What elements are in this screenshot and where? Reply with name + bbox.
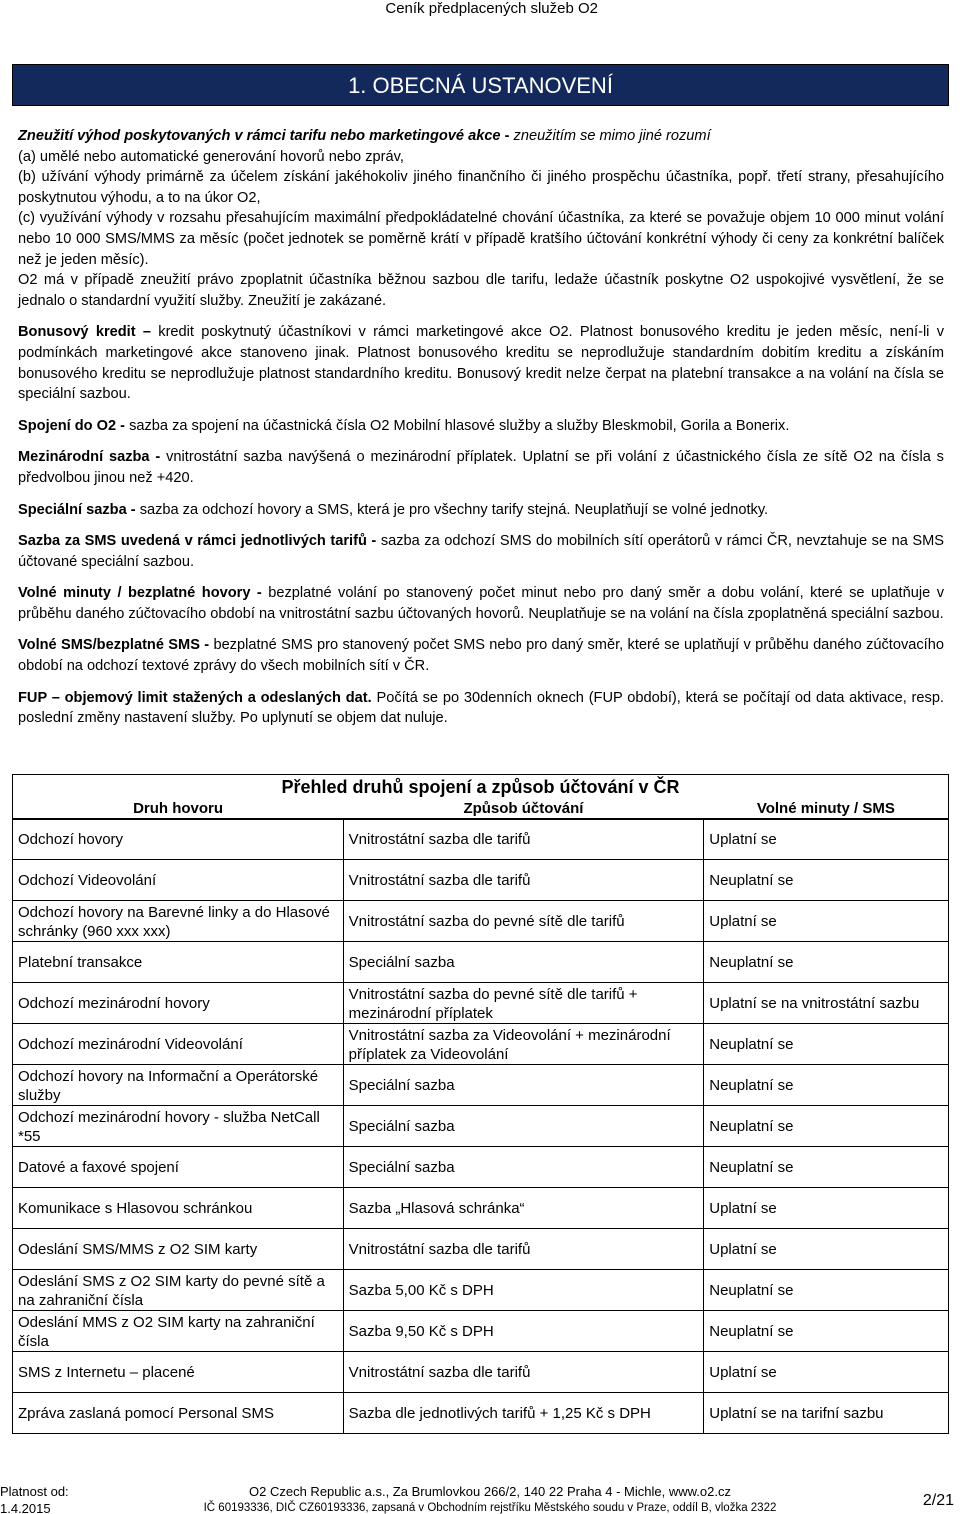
free-units-cell: Uplatní se na tarifní sazbu [704,1393,949,1434]
freesms-text: bezplatné SMS pro stanovený počet SMS nebo pro daný směr, které se uplatňují v průběhu daného zúčtovacího období na odchozí textové zprávy do všech mobilních sítí v ČR. [18,637,944,675]
free-units-cell: Uplatní se [704,1188,949,1229]
call-type-cell: Odchozí hovory [13,819,344,860]
bonus-paragraph [18,322,944,404]
intl-sep: - [149,449,167,466]
free-units-cell: Neuplatní se [704,1065,949,1106]
footer-validity [0,1483,69,1514]
billing-table [12,774,949,1434]
abuse-term: Zneužití výhod poskytovaných v rámci tarifu nebo marketingové akce [18,128,501,144]
sms-sep: - [366,533,381,550]
bonus-term: Bonusový kredit [18,324,136,341]
table-row [13,1229,949,1270]
billing-cell: Speciální sazba [343,1106,704,1147]
table-row [13,1188,949,1229]
column-header-free-units: Volné minuty / SMS [704,799,949,819]
abuse-dash: - [500,128,514,144]
call-type-cell: Odchozí mezinárodní hovory [13,983,344,1024]
freemin-text: bezplatné volání po stanovený počet minut nebo pro daný směr a dobu volání, které se uplatňuje v průběhu daného zúčtovacího období na vnitrostátní sazbu účtovaných hovorů. Neuplatňuje se na volání na čísla zpoplatněná speciální sazbou. [18,585,944,622]
abuse-paragraph [18,126,944,311]
column-header-call-type: Druh hovoru [13,799,344,819]
call-type-cell: Komunikace s Hlasovou schránkou [13,1188,344,1229]
billing-cell: Vnitrostátní sazba do pevné sítě dle tarifů [343,901,704,942]
billing-cell: Sazba 5,00 Kč s DPH [343,1270,704,1311]
call-type-cell: SMS z Internetu – placené [13,1352,344,1393]
freesms-paragraph [18,635,944,676]
billing-cell: Sazba dle jednotlivých tarifů + 1,25 Kč s DPH [343,1393,704,1434]
table-row [13,942,949,983]
table-row [13,1352,949,1393]
call-type-cell: Odchozí hovory na Informační a Operátorské služby [13,1065,344,1106]
sms-term: Sazba za SMS uvedená v rámci jednotlivých tarifů [18,533,367,550]
abuse-lead: zneužitím se mimo jiné rozumí [513,128,711,144]
special-term: Speciální sazba [18,501,127,518]
special-text: sazba za odchozí hovory a SMS, která je pro všechny tarify stejná. Neuplatňují se volné jednotky. [139,501,769,518]
validity-label: Platnost od: [0,1484,69,1499]
billing-cell: Speciální sazba [343,1147,704,1188]
bonus-sep: – [135,324,159,341]
validity-date: 1.4.2015 [0,1501,51,1514]
column-header-billing: Způsob účtování [343,799,704,819]
abuse-item-c: (c) využívání výhody v rozsahu přesahujícím maximální předpokládatelné chování účastníka, za které se považuje objem 10 000 minut volání nebo 10 000 SMS/MMS za měsíc (počet jednotek se poměrně krátí v případě kratšího účtování konkrétní výhody či ceny za konkrétní balíček než je jeden měsíc). [18,210,944,268]
freesms-sep: - [199,637,214,654]
billing-cell: Vnitrostátní sazba dle tarifů [343,1229,704,1270]
free-units-cell: Uplatní se [704,901,949,942]
billing-cell: Vnitrostátní sazba do pevné sítě dle tarifů + mezinárodní příplatek [343,983,704,1024]
free-units-cell: Uplatní se na vnitrostátní sazbu [704,983,949,1024]
page-number: 2/21 [922,1492,954,1509]
footer-company [190,1483,790,1514]
o2-text: sazba za spojení na účastnická čísla O2 Mobilní hlasové služby a služby Bleskmobil, Gorila a Bonerix. [129,417,790,434]
company-registry: IČ 60193336, DIČ CZ60193336, zapsaná v Obchodním rejstříku Městského soudu v Praze, oddíl B, vložka 2322 [203,1502,777,1514]
intl-paragraph [18,447,944,488]
sms-paragraph [18,531,944,572]
free-units-cell: Neuplatní se [704,1311,949,1352]
freesms-term: Volné SMS/bezplatné SMS [18,637,200,654]
abuse-rest: O2 má v případě zneužití právo zpoplatnit účastníka běžnou sazbou dle tarifu, ledaže účastník poskytne O2 uspokojivé vysvětlení, že se jednalo o standardní využití služby. Zneužití je zakázané. [18,272,944,309]
intl-term: Mezinárodní sazba [18,449,150,466]
billing-cell: Speciální sazba [343,942,704,983]
table-row [13,1106,949,1147]
free-units-cell: Uplatní se [704,1352,949,1393]
call-type-cell: Odchozí mezinárodní Videovolání [13,1024,344,1065]
free-units-cell: Neuplatní se [704,1147,949,1188]
free-units-cell: Neuplatní se [704,1270,949,1311]
general-provisions [18,126,944,740]
o2-paragraph [18,416,944,437]
free-units-cell: Neuplatní se [704,1024,949,1065]
company-address: O2 Czech Republic a.s., Za Brumlovkou 266/2, 140 22 Praha 4 - Michle, www.o2.cz [249,1484,731,1499]
call-type-cell: Platební transakce [13,942,344,983]
fup-term: FUP – objemový limit stažených a odeslaných dat. [18,689,372,706]
table-row [13,1065,949,1106]
o2-term: Spojení do O2 [18,417,117,434]
bonus-text: kredit poskytnutý účastníkovi v rámci marketingové akce O2. Platnost bonusového kreditu je jeden měsíc, není-li v podmínkách marketingové akce stanoveno jinak. Platnost bonusového kreditu se neprodlužuje standardním dobitím kreditu a získáním bonusového kreditu se neprodlužuje platnost standardního kreditu. Bonusový kredit nelze čerpat na platební transakce a na volání na čísla se speciální sazbou. [18,324,945,403]
intl-text: vnitrostátní sazba navýšená o mezinárodní příplatek. Uplatní se při volání z účastnického čísla ze sítě O2 na čísla s předvolbou jinou než +420. [18,449,944,486]
table-row [13,860,949,901]
call-type-cell: Odchozí hovory na Barevné linky a do Hlasové schránky (960 xxx xxx) [13,901,344,942]
billing-cell: Sazba „Hlasová schránka“ [343,1188,704,1229]
special-paragraph [18,500,944,521]
call-type-cell: Odeslání SMS z O2 SIM karty do pevné sítě a na zahraniční čísla [13,1270,344,1311]
call-type-cell: Odchozí mezinárodní hovory - služba NetCall *55 [13,1106,344,1147]
billing-cell: Vnitrostátní sazba dle tarifů [343,819,704,860]
call-type-cell: Zpráva zaslaná pomocí Personal SMS [13,1393,344,1434]
table-body [13,819,949,1434]
free-units-cell: Neuplatní se [704,1106,949,1147]
section-title: 1. OBECNÁ USTANOVENÍ [12,64,949,106]
sms-text: sazba za odchozí SMS do mobilních sítí operátorů v rámci ČR, nevztahuje se na SMS účtované speciální sazbou. [18,533,944,570]
table-row [13,1393,949,1434]
table-row [13,1147,949,1188]
table-row [13,983,949,1024]
free-units-cell: Neuplatní se [704,860,949,901]
table-row [13,819,949,860]
table-header-row [13,799,949,819]
call-type-cell: Datové a faxové spojení [13,1147,344,1188]
table-row [13,901,949,942]
special-sep: - [126,501,140,518]
freemin-paragraph [18,583,944,624]
fup-text: Počítá se po 30denních oknech (FUP období), která se počítají od data aktivace, resp. poslední změny nastavení služby. Po uplynutí se objem dat nuluje. [18,689,944,727]
freemin-sep: - [250,585,269,602]
table-title: Přehled druhů spojení a způsob účtování v ČR [13,775,949,799]
table-row [13,1024,949,1065]
billing-cell: Vnitrostátní sazba dle tarifů [343,1352,704,1393]
fup-paragraph [18,688,944,729]
free-units-cell: Uplatní se [704,819,949,860]
billing-cell: Speciální sazba [343,1065,704,1106]
table-row [13,1311,949,1352]
call-type-cell: Odeslání SMS/MMS z O2 SIM karty [13,1229,344,1270]
abuse-item-a: (a) umělé nebo automatické generování hovorů nebo zpráv, [18,148,404,165]
billing-cell: Vnitrostátní sazba za Videovolání + mezinárodní příplatek za Videovolání [343,1024,704,1065]
billing-cell: Vnitrostátní sazba dle tarifů [343,860,704,901]
call-type-cell: Odeslání MMS z O2 SIM karty na zahraniční čísla [13,1311,344,1352]
free-units-cell: Neuplatní se [704,942,949,983]
table-row [13,1270,949,1311]
free-units-cell: Uplatní se [704,1229,949,1270]
call-type-cell: Odchozí Videovolání [13,860,344,901]
abuse-item-b: (b) užívání výhody primárně za účelem získání jakéhokoliv jiného finančního či jiného prospěchu účastníka, popř. třetí strany, přesahujícího poskytnutou výhodu, a to na úkor O2, [18,169,944,206]
document-header: Ceník předplacených služeb O2 [385,0,598,17]
billing-table-wrapper [12,774,949,1434]
freemin-term: Volné minuty / bezplatné hovory [18,585,251,602]
o2-sep: - [116,417,130,434]
billing-cell: Sazba 9,50 Kč s DPH [343,1311,704,1352]
